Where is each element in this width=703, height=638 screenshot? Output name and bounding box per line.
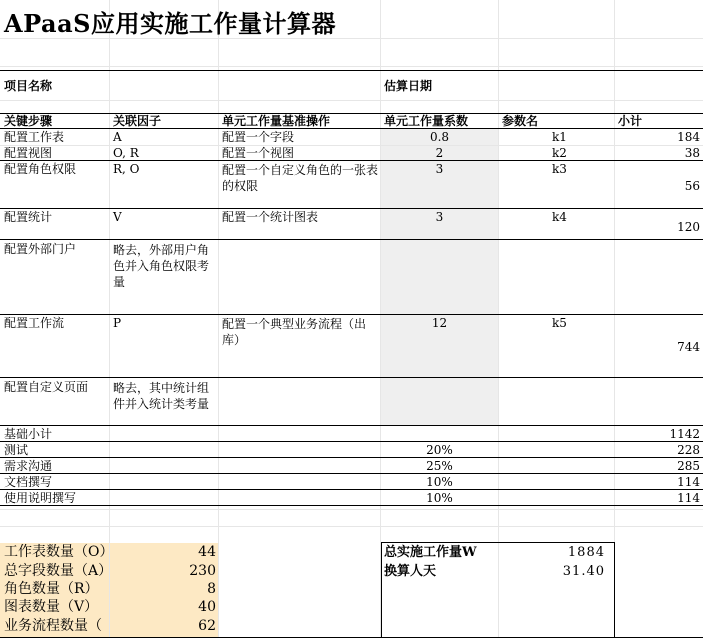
input-label: 角色数量（R） — [4, 581, 99, 597]
input-value[interactable]: 230 — [189, 563, 216, 579]
person-days-label: 换算人天 — [384, 564, 437, 579]
table-row-step: 配置视图 — [4, 146, 53, 160]
table-row-param: k5 — [552, 316, 567, 330]
total-row-value: 114 — [677, 491, 700, 505]
input-label: 总字段数量（A） — [4, 563, 113, 579]
total-workload-label: 总实施工作量W — [384, 545, 477, 560]
header-coef: 单元工作量系数 — [384, 114, 469, 128]
total-row-label: 需求沟通 — [4, 459, 53, 473]
header-param: 参数名 — [502, 114, 539, 128]
table-row-operation: 配置一个字段 — [222, 130, 295, 144]
total-row-value: 1142 — [669, 427, 700, 441]
table-row-step: 配置工作流 — [4, 316, 65, 330]
total-row-value: 114 — [677, 475, 700, 489]
table-row-factor: 略去，外部用户角色并入角色权限考量 — [113, 243, 210, 289]
input-value[interactable]: 8 — [207, 581, 216, 597]
table-row-operation: 配置一个自定义角色的一张表的权限 — [222, 163, 379, 193]
input-label: 业务流程数量（ — [4, 618, 102, 634]
table-row-operation: 配置一个视图 — [222, 146, 295, 160]
table-row-coef: 2 — [435, 146, 444, 160]
table-row-subtotal: 56 — [684, 179, 700, 193]
header-subtotal: 小计 — [618, 114, 643, 128]
total-row-label: 基础小计 — [4, 427, 53, 441]
table-row-param: k2 — [552, 146, 567, 160]
total-row-value: 285 — [677, 459, 700, 473]
total-row-pct: 10% — [426, 491, 453, 505]
table-row-factor: P — [113, 316, 122, 330]
input-value[interactable]: 62 — [198, 618, 216, 634]
page-title: APaaS应用实施工作量计算器 — [4, 9, 336, 38]
table-row-param: k3 — [552, 162, 567, 176]
header-operation: 单元工作量基准操作 — [222, 114, 331, 128]
table-row-subtotal: 38 — [684, 146, 700, 160]
header-step: 关键步骤 — [4, 114, 53, 128]
estimate-date-label: 估算日期 — [384, 79, 433, 93]
table-row-factor: R, O — [113, 162, 140, 176]
project-name-label: 项目名称 — [4, 79, 53, 93]
total-row-pct: 25% — [426, 459, 453, 473]
table-row-coef: 12 — [431, 316, 448, 330]
table-row-factor: 略去，其中统计组件并入统计类考量 — [113, 381, 210, 411]
table-row-factor: A — [113, 130, 122, 144]
table-row-param: k4 — [552, 210, 567, 224]
table-row-factor: V — [113, 210, 122, 224]
total-row-label: 测试 — [4, 443, 29, 457]
table-row-coef: 3 — [435, 162, 444, 176]
total-workload-value: 1884 — [567, 545, 605, 560]
table-row-coef: 3 — [435, 210, 444, 224]
table-row-operation: 配置一个统计图表 — [222, 210, 319, 224]
table-row-step: 配置工作表 — [4, 130, 65, 144]
table-row-step: 配置统计 — [4, 210, 53, 224]
table-row-factor: O, R — [113, 146, 139, 160]
input-label: 工作表数量（O） — [4, 544, 114, 560]
table-row-param: k1 — [552, 130, 567, 144]
table-row-subtotal: 744 — [677, 340, 700, 354]
table-row-subtotal: 184 — [677, 130, 700, 144]
table-row-coef: 0.8 — [429, 130, 450, 144]
input-label: 图表数量（V） — [4, 599, 99, 615]
input-value[interactable]: 44 — [198, 544, 216, 560]
total-row-pct: 10% — [426, 475, 453, 489]
table-row-operation: 配置一个典型业务流程（出库） — [222, 317, 367, 347]
total-row-label: 文档撰写 — [4, 475, 53, 489]
table-row-step: 配置自定义页面 — [4, 380, 89, 394]
table-row-step: 配置外部门户 — [4, 242, 77, 256]
table-row-subtotal: 120 — [677, 220, 700, 234]
table-row-step: 配置角色权限 — [4, 162, 77, 176]
total-row-value: 228 — [677, 443, 700, 457]
header-factor: 关联因子 — [113, 114, 162, 128]
input-value[interactable]: 40 — [198, 599, 216, 615]
total-row-pct: 20% — [426, 443, 453, 457]
total-row-label: 使用说明撰写 — [4, 491, 77, 505]
person-days-value: 31.40 — [562, 564, 605, 579]
